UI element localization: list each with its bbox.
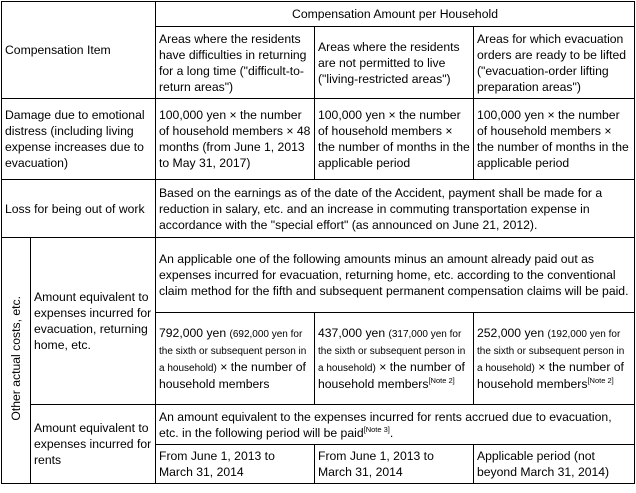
emotional-distress-area2: 100,000 yen × the number of household members × the number of months in the applicable period (315, 99, 474, 180)
evacuation-expense-area2 (315, 313, 474, 405)
rent-text-end: . (389, 425, 394, 440)
rent-expense-area1: From June 1, 2013 to March 31, 2014 (156, 445, 315, 484)
area-evacuation-lifting-header: Areas for which evacuation orders are ready to be lifted ("evacuation-order lifting preparation areas") (474, 27, 635, 99)
evacuation-expense-text: An applicable one of the following amounts minus an amount already paid out as expenses incurred for evacuation, returning home, etc. according to the conventional claim method for the fifth and subsequent permanent compensation claims will be paid. (156, 238, 635, 313)
evac-area2-rest: × the number of household members (318, 360, 465, 391)
amount-per-household-header: Compensation Amount per Household (156, 2, 635, 27)
evac-area3-rest: × the number of household members (477, 360, 624, 391)
evac-area1-rest: × the number of household members (159, 360, 306, 391)
evac-area3-paren: (192,000 yen for the sixth or subsequent person in a household) (477, 329, 625, 374)
evac-area3-note: [Note 2] (587, 376, 614, 385)
rent-text-note: [Note 3] (363, 424, 390, 434)
compensation-table (1, 1, 635, 484)
other-costs-group-label (2, 238, 31, 484)
work-loss-label: Loss for being out of work (2, 180, 156, 238)
area-difficult-to-return-header: Areas where the residents have difficulties in returning for a long time ("difficult-to-return areas") (156, 27, 315, 99)
rent-expense-text (156, 405, 635, 445)
emotional-distress-label: Damage due to emotional distress (including living expense increases due to evacuation) (2, 99, 156, 180)
rent-expense-area2: From June 1, 2013 to March 31, 2014 (315, 445, 474, 484)
rent-expense-label: Amount equivalent to expenses incurred for rents (31, 405, 156, 484)
area-living-restricted-header: Areas where the residents are not permitted to live ("living-restricted areas") (315, 27, 474, 99)
evac-area2-paren: (317,000 yen for the sixth or subsequent person in a household) (318, 329, 466, 374)
rent-text-main: An amount equivalent to the expenses incurred for rents accrued due to evacuation, etc. in the following period will be paid (159, 409, 612, 440)
rent-expense-area3: Applicable period (not beyond March 31, 2014) (474, 445, 635, 484)
evac-area3-amount: 252,000 yen (477, 326, 545, 340)
evacuation-expense-area3 (474, 313, 635, 405)
other-costs-group-text: Other actual costs, etc. (9, 296, 23, 421)
evac-area1-paren: (692,000 yen for the sixth or subsequent person in a household) (159, 329, 307, 374)
evacuation-expense-label: Amount equivalent to expenses incurred for evacuation, returning home, etc. (31, 238, 156, 405)
work-loss-text: Based on the earnings as of the date of the Accident, payment shall be made for a reduction in salary, etc. and an increase in commuting transportation expense in accordance with the "special effort" (as announced on June 21, 2012). (156, 180, 635, 238)
evac-area2-amount: 437,000 yen (318, 326, 386, 340)
evac-area1-amount: 792,000 yen (159, 326, 227, 340)
evac-area2-note: [Note 2] (428, 376, 455, 385)
emotional-distress-area3: 100,000 yen × the number of household members × the number of months in the applicable period (474, 99, 635, 180)
compensation-item-header: Compensation Item (2, 2, 156, 99)
evacuation-expense-area1 (156, 313, 315, 405)
emotional-distress-area1: 100,000 yen × the number of household members × 48 months (from June 1, 2013 to May 31, 2017) (156, 99, 315, 180)
